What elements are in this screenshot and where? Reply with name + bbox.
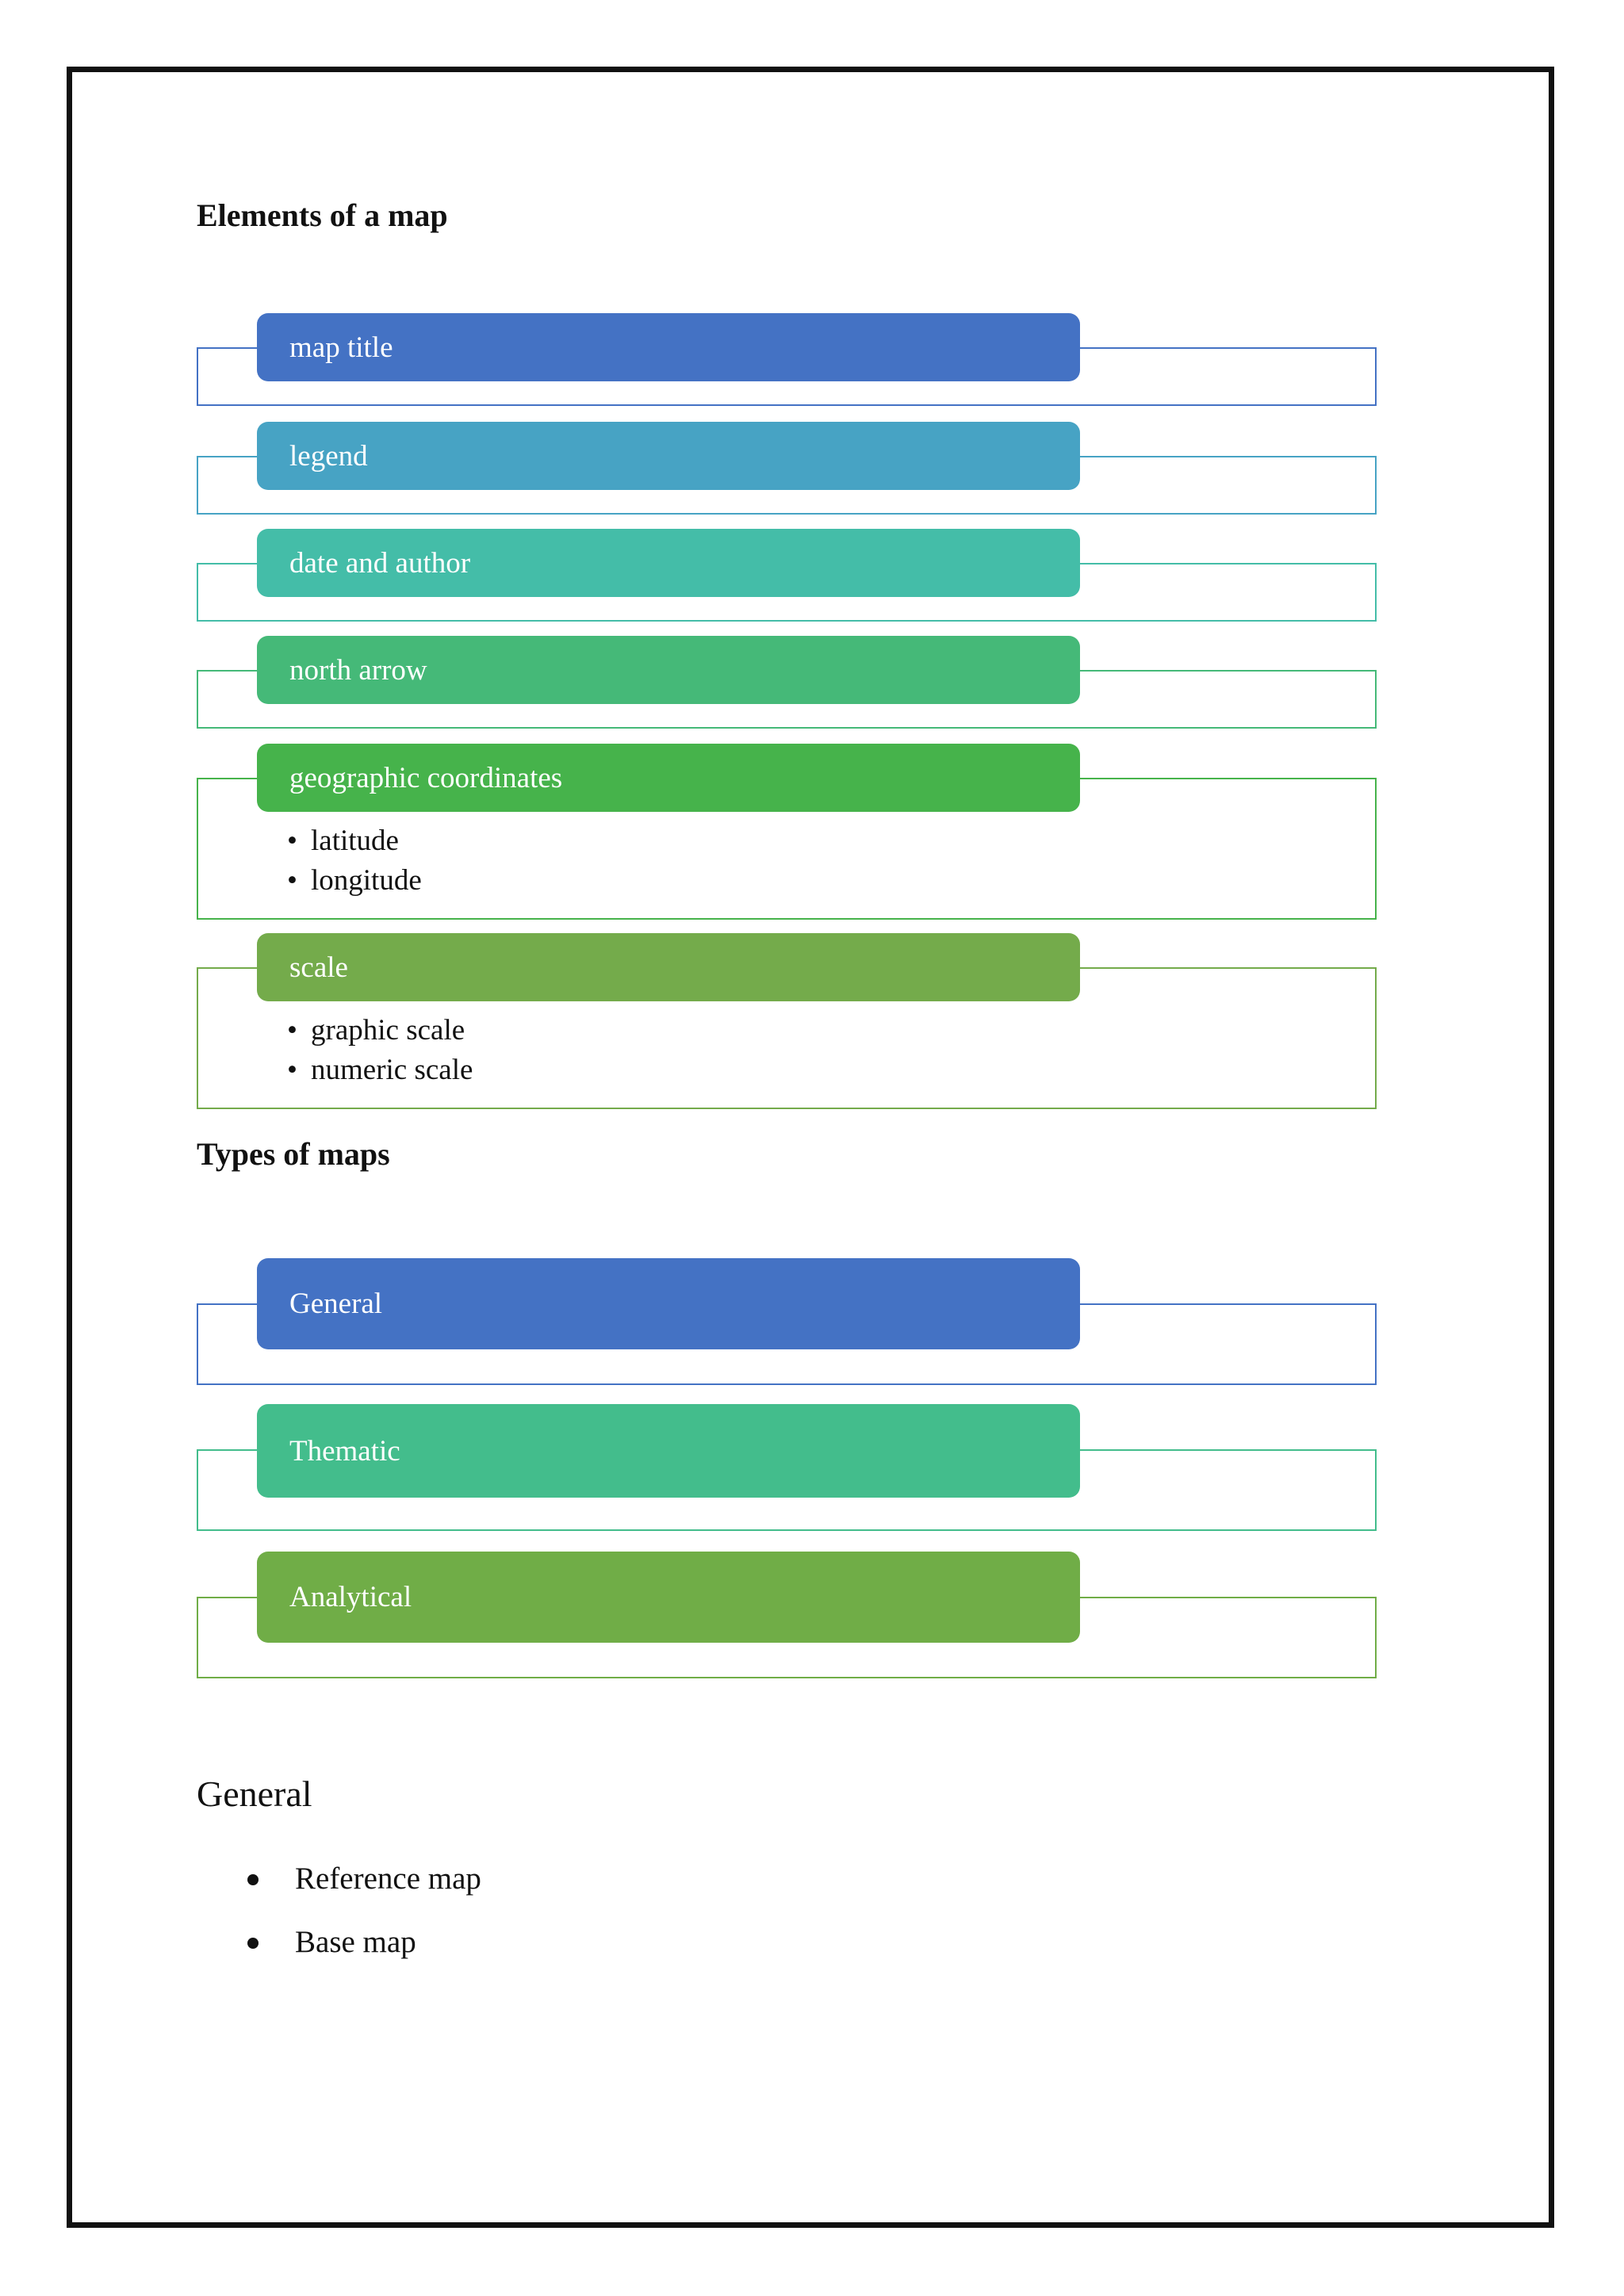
sub-item: • latitude — [287, 821, 422, 861]
type-pill: General — [257, 1258, 1080, 1349]
general-bullet-list — [238, 1847, 481, 1974]
elements-heading: Elements of a map — [197, 197, 448, 233]
general-section-title: General — [197, 1774, 312, 1814]
element-sublist — [287, 1011, 473, 1090]
type-pill: Analytical — [257, 1552, 1080, 1643]
element-legend — [197, 422, 1378, 517]
type-analytical — [197, 1552, 1378, 1680]
type-pill: Thematic — [257, 1404, 1080, 1498]
sub-item: • longitude — [287, 861, 422, 901]
element-pill: legend — [257, 422, 1080, 490]
element-geographic-coordinates — [197, 744, 1378, 918]
type-thematic — [197, 1404, 1378, 1533]
bullet-item: Base map — [238, 1911, 481, 1974]
bullet-item: Reference map — [238, 1847, 481, 1911]
element-pill: scale — [257, 933, 1080, 1001]
elements-list — [197, 313, 1378, 1110]
sub-item: • numeric scale — [287, 1050, 473, 1090]
types-list — [197, 1258, 1378, 1680]
types-heading: Types of maps — [197, 1136, 390, 1172]
element-scale — [197, 933, 1378, 1108]
element-pill: geographic coordinates — [257, 744, 1080, 812]
element-pill: map title — [257, 313, 1080, 381]
type-general — [197, 1258, 1378, 1387]
element-map-title — [197, 313, 1378, 408]
element-pill: north arrow — [257, 636, 1080, 704]
element-north-arrow — [197, 636, 1378, 731]
element-sublist — [287, 821, 422, 901]
element-pill: date and author — [257, 529, 1080, 597]
sub-item: • graphic scale — [287, 1011, 473, 1050]
element-date-author — [197, 529, 1378, 624]
